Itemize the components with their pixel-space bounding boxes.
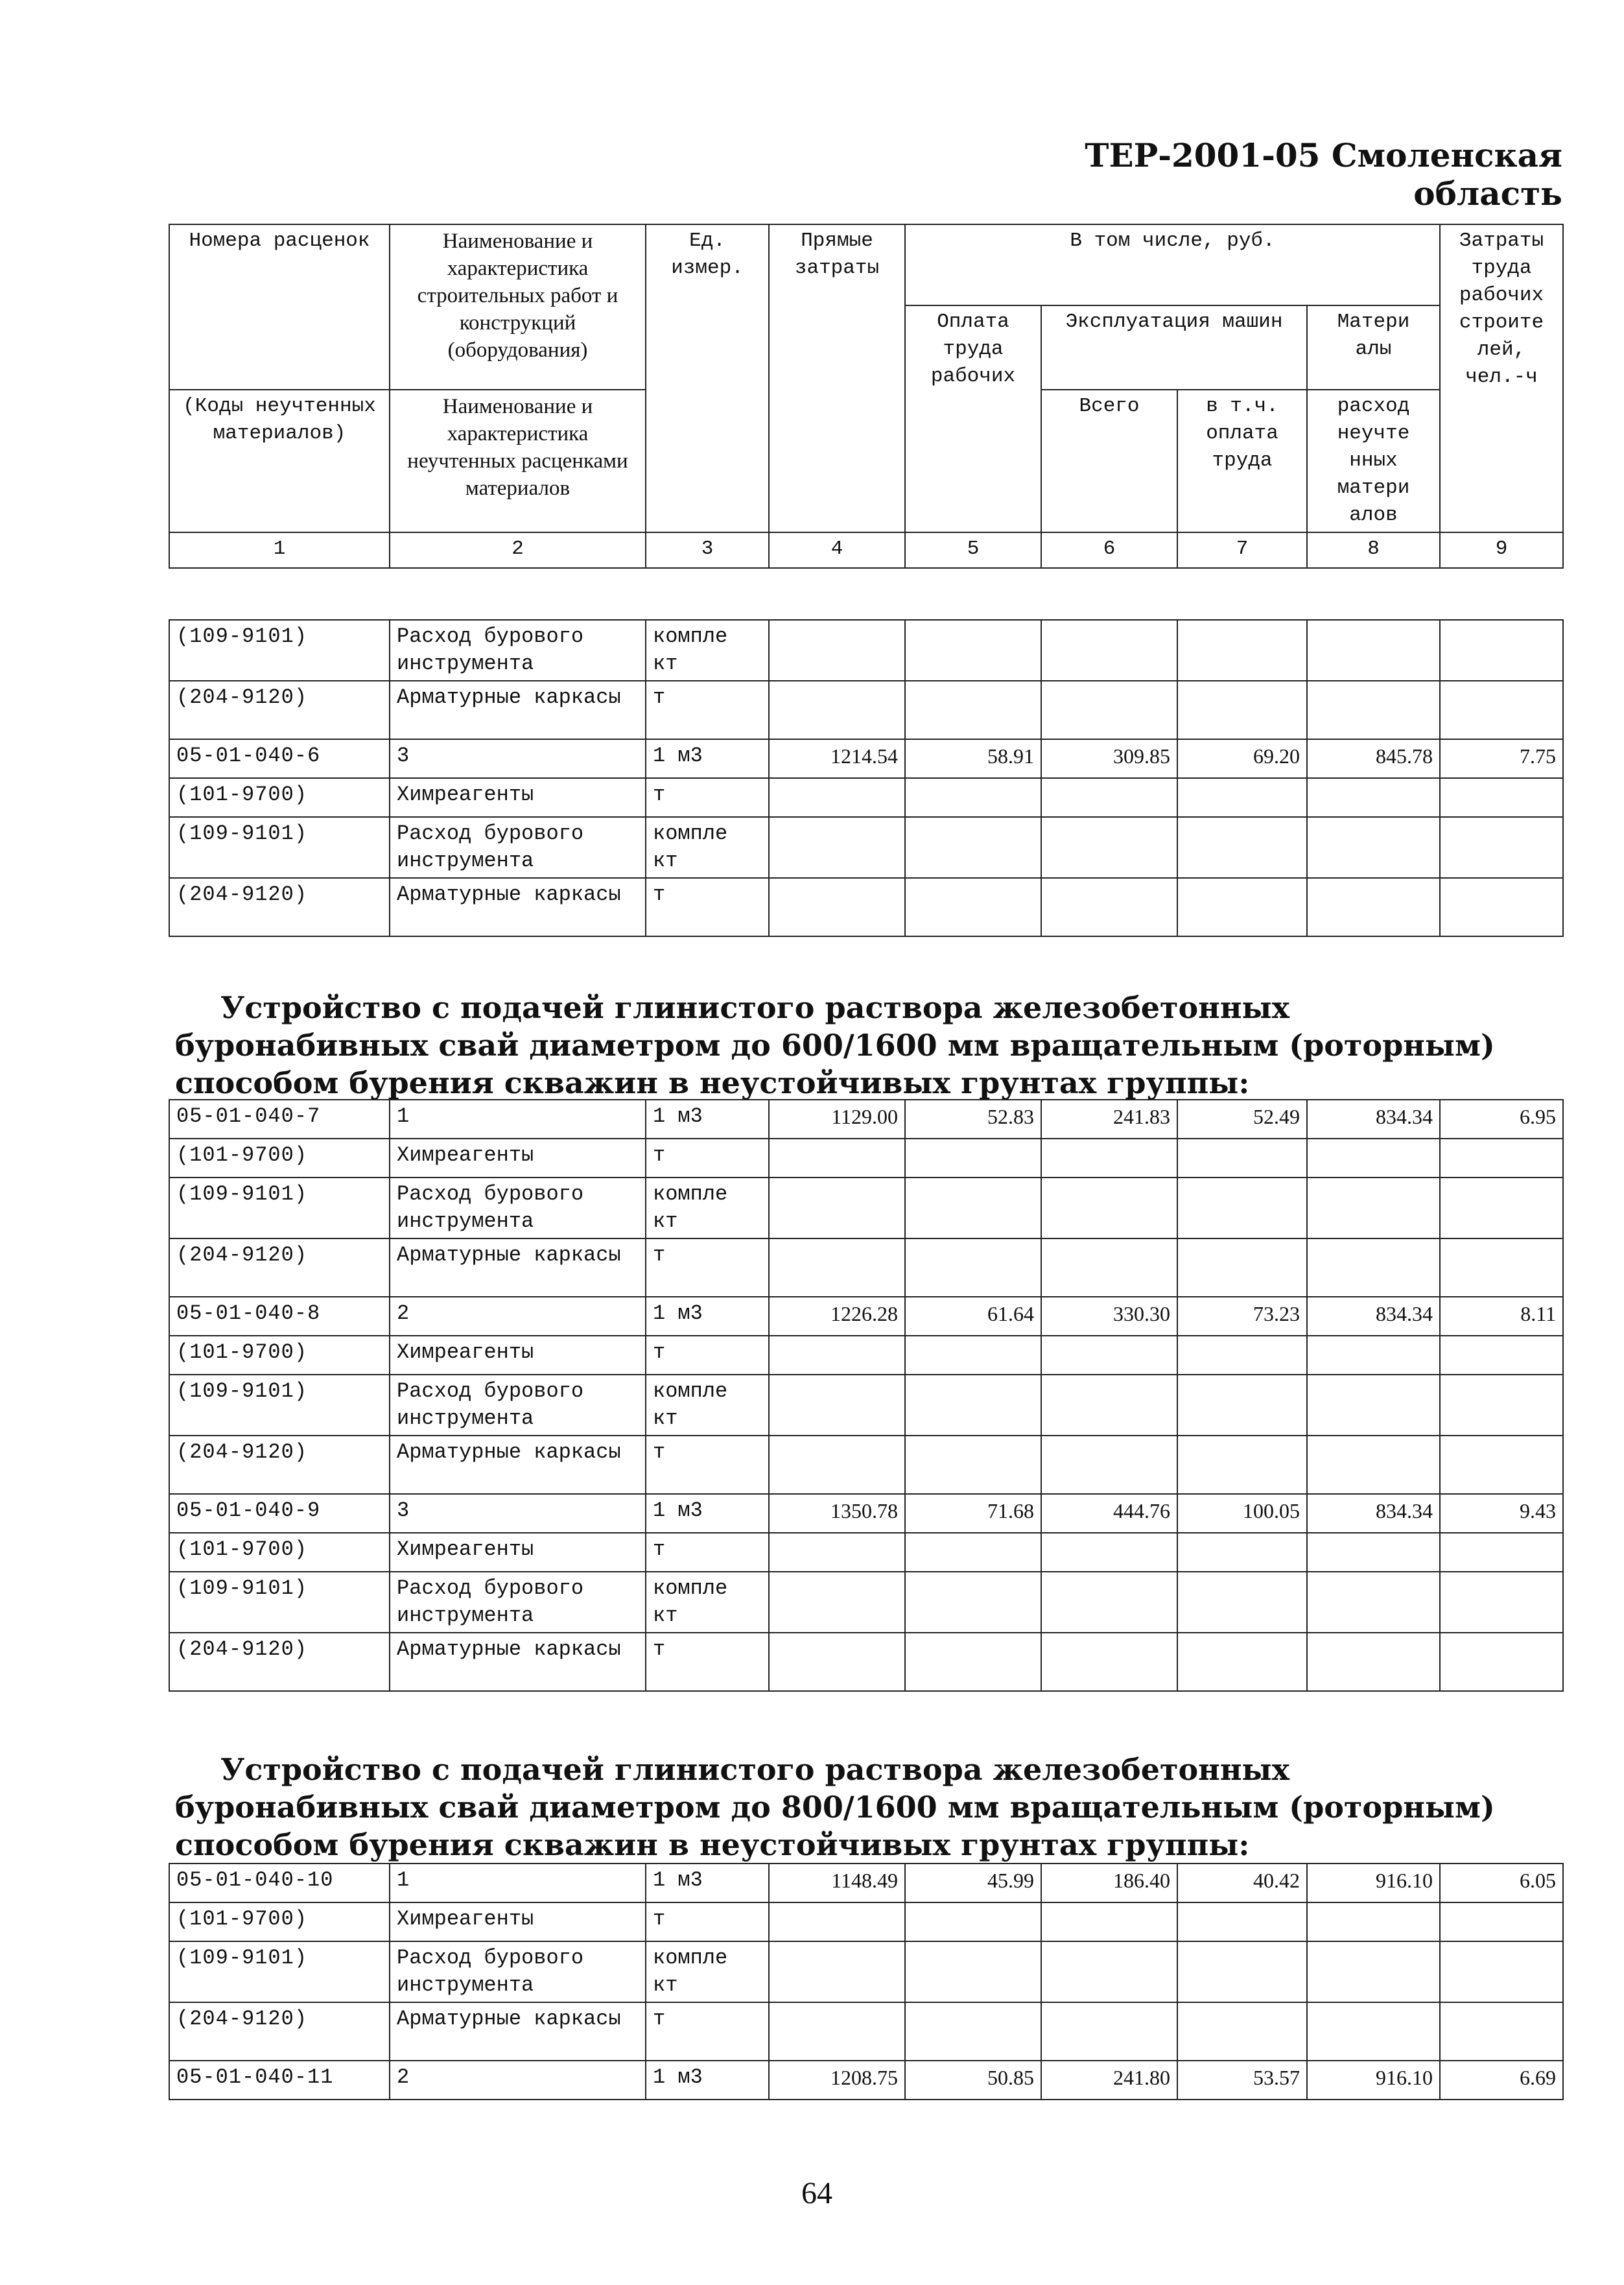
cell-code: 05-01-040-6	[169, 739, 390, 778]
cell-materials	[1307, 1902, 1440, 1941]
table-row	[169, 620, 1563, 681]
table-row	[169, 2061, 1563, 2100]
cell-machine-labor	[1177, 1633, 1307, 1691]
cell-direct-cost: 1214.54	[769, 739, 905, 778]
table-row	[169, 1238, 1563, 1297]
cell-materials	[1307, 2002, 1440, 2061]
cell-machine-total: 241.80	[1041, 2061, 1177, 2100]
cell-labor-hours	[1440, 2002, 1563, 2061]
cell-materials	[1307, 1533, 1440, 1572]
cell-materials	[1307, 817, 1440, 878]
cell-materials: 916.10	[1307, 1864, 1440, 1902]
cell-labor-pay	[905, 1238, 1041, 1297]
cell-labor-hours	[1440, 1436, 1563, 1494]
cell-labor-hours	[1440, 1238, 1563, 1297]
cell-labor-pay	[905, 878, 1041, 936]
cell-code: (109-9101)	[169, 1375, 390, 1436]
cell-machine-total	[1041, 1139, 1177, 1178]
cell-name: 1	[390, 1100, 646, 1139]
cell-unit: т	[646, 1139, 769, 1178]
cell-direct-cost	[769, 1902, 905, 1941]
cell-labor-pay	[905, 2002, 1041, 2061]
cell-labor-pay	[905, 681, 1041, 739]
cell-name: Арматурные каркасы	[390, 2002, 646, 2061]
cell-machine-total	[1041, 2002, 1177, 2061]
cell-machine-total	[1041, 1633, 1177, 1691]
cell-unit: 1 м3	[646, 1297, 769, 1336]
cell-unit: т	[646, 2002, 769, 2061]
table-row	[169, 1494, 1563, 1533]
cell-name: Химреагенты	[390, 778, 646, 817]
cell-machine-total	[1041, 1533, 1177, 1572]
cell-direct-cost	[769, 1572, 905, 1633]
header-col3: Ед. измер.	[646, 224, 769, 532]
cell-machine-labor	[1177, 817, 1307, 878]
cell-code: 05-01-040-7	[169, 1100, 390, 1139]
cell-code: (101-9700)	[169, 1902, 390, 1941]
cell-labor-hours	[1440, 878, 1563, 936]
cell-direct-cost	[769, 1533, 905, 1572]
cell-labor-pay	[905, 1533, 1041, 1572]
cell-materials: 834.34	[1307, 1494, 1440, 1533]
cell-materials	[1307, 1178, 1440, 1238]
section-heading-800	[175, 1751, 1569, 1864]
cell-code: (101-9700)	[169, 1336, 390, 1375]
cell-materials: 834.34	[1307, 1297, 1440, 1336]
page-title: ТЕР-2001-05 Смоленская область	[1085, 136, 1562, 213]
cell-name: Расход бурового инструмента	[390, 1375, 646, 1436]
cell-direct-cost	[769, 1941, 905, 2002]
cell-labor-pay	[905, 817, 1041, 878]
table-row	[169, 1139, 1563, 1178]
section-heading-line: способом бурения скважин в неустойчивых грунтах группы:	[175, 1827, 1250, 1862]
cell-code: (101-9700)	[169, 1139, 390, 1178]
cell-name: Арматурные каркасы	[390, 1238, 646, 1297]
header-col1-bottom: (Коды неучтенных материалов)	[169, 390, 390, 532]
header-col2-top: Наименование и характеристика строительных работ и конструкций (оборудования)	[390, 224, 646, 390]
header-number: 3	[646, 532, 769, 568]
header-col8-top: Матери алы	[1307, 305, 1440, 390]
rates-table-600	[169, 1099, 1564, 1692]
header-col9: Затраты труда рабочих строите лей, чел.-ч	[1440, 224, 1563, 532]
header-col7: в т.ч. оплата труда	[1177, 390, 1307, 532]
cell-code: (109-9101)	[169, 1178, 390, 1238]
cell-labor-pay	[905, 620, 1041, 681]
cell-direct-cost	[769, 620, 905, 681]
cell-direct-cost	[769, 681, 905, 739]
cell-labor-pay: 71.68	[905, 1494, 1041, 1533]
cell-unit: т	[646, 1336, 769, 1375]
cell-machine-labor: 53.57	[1177, 2061, 1307, 2100]
cell-direct-cost: 1148.49	[769, 1864, 905, 1902]
cell-labor-hours: 9.43	[1440, 1494, 1563, 1533]
cell-machine-labor: 40.42	[1177, 1864, 1307, 1902]
table-row	[169, 1178, 1563, 1238]
header-number: 4	[769, 532, 905, 568]
cell-labor-hours	[1440, 1375, 1563, 1436]
cell-machine-total	[1041, 681, 1177, 739]
header-col2-bottom: Наименование и характеристика неучтенных расценками материалов	[390, 390, 646, 532]
table-row	[169, 1572, 1563, 1633]
cell-machine-labor	[1177, 1336, 1307, 1375]
cell-labor-hours	[1440, 1178, 1563, 1238]
cell-direct-cost	[769, 817, 905, 878]
header-col6: Всего	[1041, 390, 1177, 532]
cell-unit: компле кт	[646, 1941, 769, 2002]
cell-code: (109-9101)	[169, 817, 390, 878]
header-number: 5	[905, 532, 1041, 568]
cell-unit: 1 м3	[646, 739, 769, 778]
header-col4: Прямые затраты	[769, 224, 905, 532]
cell-machine-labor: 69.20	[1177, 739, 1307, 778]
cell-labor-hours: 6.05	[1440, 1864, 1563, 1902]
table-row	[169, 778, 1563, 817]
table-row	[169, 1902, 1563, 1941]
table-row	[169, 1941, 1563, 2002]
header-number: 6	[1041, 532, 1177, 568]
table-row	[169, 1100, 1563, 1139]
cell-name: Химреагенты	[390, 1336, 646, 1375]
table-row	[169, 2002, 1563, 2061]
cell-machine-labor	[1177, 681, 1307, 739]
cell-machine-labor	[1177, 1238, 1307, 1297]
cell-labor-hours	[1440, 1572, 1563, 1633]
cell-materials: 916.10	[1307, 2061, 1440, 2100]
section-heading-line: Устройство с подачей глинистого раствора железобетонных	[220, 1752, 1290, 1787]
cell-machine-total	[1041, 1178, 1177, 1238]
cell-labor-hours: 6.95	[1440, 1100, 1563, 1139]
cell-code: (204-9120)	[169, 1436, 390, 1494]
section-heading-600	[175, 989, 1569, 1102]
cell-machine-total: 186.40	[1041, 1864, 1177, 1902]
header-col8-bottom: расход неучте нных матери алов	[1307, 390, 1440, 532]
cell-materials	[1307, 778, 1440, 817]
cell-machine-total	[1041, 1436, 1177, 1494]
cell-name: 2	[390, 2061, 646, 2100]
table-row	[169, 817, 1563, 878]
cell-code: (204-9120)	[169, 2002, 390, 2061]
cell-machine-labor	[1177, 620, 1307, 681]
cell-labor-pay: 50.85	[905, 2061, 1041, 2100]
cell-labor-hours: 6.69	[1440, 2061, 1563, 2100]
cell-materials	[1307, 1139, 1440, 1178]
cell-unit: т	[646, 681, 769, 739]
cell-labor-pay: 61.64	[905, 1297, 1041, 1336]
cell-machine-labor: 52.49	[1177, 1100, 1307, 1139]
cell-name: Химреагенты	[390, 1533, 646, 1572]
cell-machine-labor	[1177, 1178, 1307, 1238]
cell-code: 05-01-040-9	[169, 1494, 390, 1533]
cell-materials	[1307, 1572, 1440, 1633]
cell-unit: 1 м3	[646, 1100, 769, 1139]
cell-direct-cost	[769, 1436, 905, 1494]
cell-machine-total	[1041, 1238, 1177, 1297]
cell-labor-hours	[1440, 1533, 1563, 1572]
table-row	[169, 681, 1563, 739]
cell-materials	[1307, 1375, 1440, 1436]
cell-labor-hours	[1440, 1336, 1563, 1375]
cell-name: 3	[390, 1494, 646, 1533]
cell-materials	[1307, 1633, 1440, 1691]
cell-unit: т	[646, 778, 769, 817]
header-number: 7	[1177, 532, 1307, 568]
cell-machine-labor	[1177, 1902, 1307, 1941]
cell-unit: т	[646, 878, 769, 936]
cell-direct-cost	[769, 1178, 905, 1238]
cell-machine-labor	[1177, 878, 1307, 936]
cell-code: (204-9120)	[169, 878, 390, 936]
cell-unit: т	[646, 1238, 769, 1297]
cell-labor-pay	[905, 1436, 1041, 1494]
cell-labor-hours	[1440, 1902, 1563, 1941]
page-number: 64	[801, 2176, 832, 2210]
table-row	[169, 1864, 1563, 1902]
cell-name: Арматурные каркасы	[390, 1436, 646, 1494]
cell-labor-pay	[905, 1336, 1041, 1375]
cell-materials	[1307, 1941, 1440, 2002]
cell-direct-cost: 1129.00	[769, 1100, 905, 1139]
cell-machine-labor	[1177, 1572, 1307, 1633]
cell-labor-hours	[1440, 817, 1563, 878]
cell-name: Расход бурового инструмента	[390, 1572, 646, 1633]
cell-code: (109-9101)	[169, 1941, 390, 2002]
cell-name: Расход бурового инструмента	[390, 1941, 646, 2002]
cell-unit: т	[646, 1436, 769, 1494]
cell-unit: компле кт	[646, 817, 769, 878]
cell-labor-hours	[1440, 681, 1563, 739]
cell-code: (204-9120)	[169, 1633, 390, 1691]
cell-machine-labor	[1177, 778, 1307, 817]
cell-machine-total	[1041, 1902, 1177, 1941]
cell-unit: 1 м3	[646, 2061, 769, 2100]
header-group: В том числе, руб.	[905, 224, 1440, 305]
cell-name: Химреагенты	[390, 1139, 646, 1178]
cell-labor-hours	[1440, 1941, 1563, 2002]
cell-machine-total: 444.76	[1041, 1494, 1177, 1533]
cell-code: (204-9120)	[169, 1238, 390, 1297]
table-row	[169, 739, 1563, 778]
cell-code: (204-9120)	[169, 681, 390, 739]
cell-unit: компле кт	[646, 1178, 769, 1238]
cell-labor-pay	[905, 1902, 1041, 1941]
cell-name: 1	[390, 1864, 646, 1902]
cell-materials: 834.34	[1307, 1100, 1440, 1139]
cell-unit: т	[646, 1633, 769, 1691]
cell-materials	[1307, 620, 1440, 681]
cell-code: 05-01-040-10	[169, 1864, 390, 1902]
table-row	[169, 878, 1563, 936]
cell-name: Расход бурового инструмента	[390, 1178, 646, 1238]
cell-direct-cost	[769, 778, 905, 817]
cell-direct-cost: 1208.75	[769, 2061, 905, 2100]
cell-unit: 1 м3	[646, 1864, 769, 1902]
table-row	[169, 1336, 1563, 1375]
cell-name: Арматурные каркасы	[390, 681, 646, 739]
cell-labor-pay	[905, 1572, 1041, 1633]
cell-materials: 845.78	[1307, 739, 1440, 778]
cell-code: (109-9101)	[169, 1572, 390, 1633]
cell-name: Арматурные каркасы	[390, 878, 646, 936]
header-machines: Эксплуатация машин	[1041, 305, 1307, 390]
header-number: 9	[1440, 532, 1563, 568]
cell-direct-cost	[769, 2002, 905, 2061]
cell-direct-cost	[769, 1633, 905, 1691]
cell-materials	[1307, 681, 1440, 739]
cell-materials	[1307, 1436, 1440, 1494]
table-row	[169, 1533, 1563, 1572]
cell-machine-labor: 73.23	[1177, 1297, 1307, 1336]
cell-unit: т	[646, 1533, 769, 1572]
cell-code: (101-9700)	[169, 778, 390, 817]
header-number: 1	[169, 532, 390, 568]
cell-labor-pay	[905, 1375, 1041, 1436]
header-number: 8	[1307, 532, 1440, 568]
section-heading-line: буронабивных свай диаметром до 600/1600 мм вращательным (роторным)	[175, 1028, 1495, 1063]
cell-unit: т	[646, 1902, 769, 1941]
cell-labor-hours: 8.11	[1440, 1297, 1563, 1336]
cell-direct-cost	[769, 1336, 905, 1375]
cell-machine-total	[1041, 1375, 1177, 1436]
rates-table-continued	[169, 619, 1564, 937]
cell-name: Арматурные каркасы	[390, 1633, 646, 1691]
cell-name: 3	[390, 739, 646, 778]
cell-machine-total	[1041, 878, 1177, 936]
cell-machine-labor	[1177, 1941, 1307, 2002]
table-row	[169, 1375, 1563, 1436]
cell-machine-labor	[1177, 1436, 1307, 1494]
cell-machine-total	[1041, 778, 1177, 817]
cell-direct-cost	[769, 1139, 905, 1178]
cell-unit: компле кт	[646, 1375, 769, 1436]
cell-direct-cost: 1350.78	[769, 1494, 905, 1533]
cell-name: Химреагенты	[390, 1902, 646, 1941]
cell-materials	[1307, 1336, 1440, 1375]
section-heading-line: буронабивных свай диаметром до 800/1600 мм вращательным (роторным)	[175, 1790, 1495, 1825]
cell-machine-labor	[1177, 1139, 1307, 1178]
cell-labor-pay	[905, 1139, 1041, 1178]
header-table	[169, 224, 1564, 569]
cell-labor-pay: 45.99	[905, 1864, 1041, 1902]
cell-code: (101-9700)	[169, 1533, 390, 1572]
cell-direct-cost	[769, 878, 905, 936]
cell-machine-total: 309.85	[1041, 739, 1177, 778]
cell-machine-labor	[1177, 1533, 1307, 1572]
table-row	[169, 1297, 1563, 1336]
cell-machine-total: 241.83	[1041, 1100, 1177, 1139]
cell-code: 05-01-040-11	[169, 2061, 390, 2100]
cell-code: 05-01-040-8	[169, 1297, 390, 1336]
cell-labor-pay	[905, 1178, 1041, 1238]
header-col1-top: Номера расценок	[169, 224, 390, 390]
cell-unit: компле кт	[646, 1572, 769, 1633]
cell-direct-cost: 1226.28	[769, 1297, 905, 1336]
cell-machine-total	[1041, 1941, 1177, 2002]
section-heading-line: способом бурения скважин в неустойчивых грунтах группы:	[175, 1065, 1250, 1100]
cell-machine-total	[1041, 817, 1177, 878]
cell-machine-labor	[1177, 1375, 1307, 1436]
section-heading-line: Устройство с подачей глинистого раствора железобетонных	[220, 990, 1290, 1025]
table-row	[169, 1633, 1563, 1691]
cell-labor-hours	[1440, 778, 1563, 817]
cell-labor-pay	[905, 1633, 1041, 1691]
cell-direct-cost	[769, 1375, 905, 1436]
header-number: 2	[390, 532, 646, 568]
cell-machine-labor: 100.05	[1177, 1494, 1307, 1533]
cell-unit: компле кт	[646, 620, 769, 681]
cell-materials	[1307, 878, 1440, 936]
cell-labor-pay: 58.91	[905, 739, 1041, 778]
cell-machine-total: 330.30	[1041, 1297, 1177, 1336]
cell-labor-pay: 52.83	[905, 1100, 1041, 1139]
cell-machine-labor	[1177, 2002, 1307, 2061]
rates-table-800	[169, 1863, 1564, 2100]
cell-labor-hours: 7.75	[1440, 739, 1563, 778]
cell-labor-pay	[905, 778, 1041, 817]
cell-materials	[1307, 1238, 1440, 1297]
cell-labor-hours	[1440, 1139, 1563, 1178]
cell-unit: 1 м3	[646, 1494, 769, 1533]
cell-machine-total	[1041, 1336, 1177, 1375]
cell-machine-total	[1041, 620, 1177, 681]
cell-labor-hours	[1440, 620, 1563, 681]
cell-labor-pay	[905, 1941, 1041, 2002]
cell-machine-total	[1041, 1572, 1177, 1633]
cell-name: 2	[390, 1297, 646, 1336]
cell-code: (109-9101)	[169, 620, 390, 681]
cell-name: Расход бурового инструмента	[390, 620, 646, 681]
cell-direct-cost	[769, 1238, 905, 1297]
cell-labor-hours	[1440, 1633, 1563, 1691]
header-col5: Оплата труда рабочих	[905, 305, 1041, 532]
cell-name: Расход бурового инструмента	[390, 817, 646, 878]
table-row	[169, 1436, 1563, 1494]
